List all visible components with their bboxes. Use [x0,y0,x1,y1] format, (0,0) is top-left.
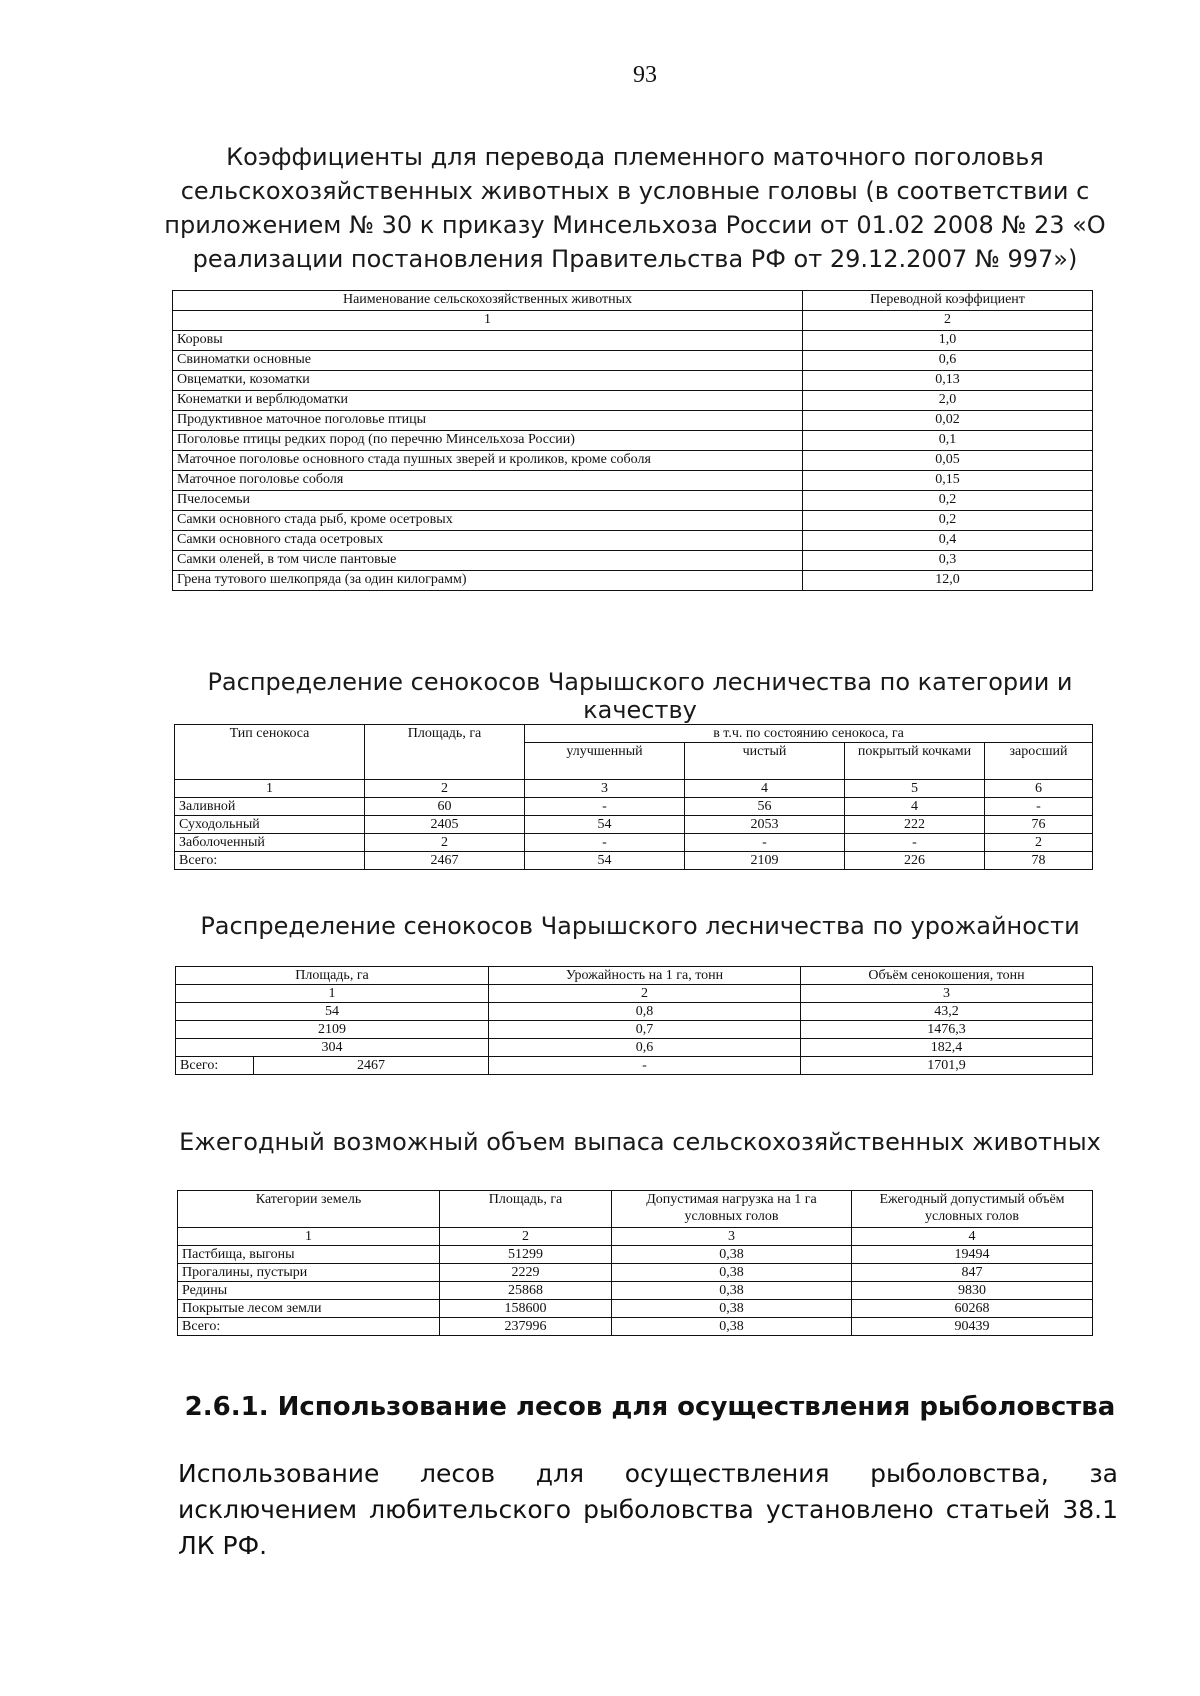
grazing-table [177,1190,1093,1336]
table-cell: - [985,798,1093,816]
animal-name: Самки оленей, в том числе пантовые [173,551,803,571]
table-row [178,1300,1093,1318]
table-cell: - [845,834,985,852]
table-cell: 226 [845,852,985,870]
column-header: Урожайность на 1 га, тонн [489,967,801,985]
table-cell: 54 [525,816,685,834]
column-number: 4 [685,780,845,798]
table-cell: 4 [845,798,985,816]
table-header-row [176,967,1093,985]
table-cell: 25868 [440,1282,612,1300]
table-cell: Всего: [176,1057,254,1075]
column-number: 2 [803,311,1093,331]
table-cell: 2109 [176,1021,489,1039]
table-cell: 1701,9 [801,1057,1093,1075]
animal-name: Конематки и верблюдоматки [173,391,803,411]
table-row [173,511,1093,531]
hay-category-table [174,724,1093,870]
column-number: 1 [176,985,489,1003]
table-row [173,331,1093,351]
table-row [176,1039,1093,1057]
column-header: Площадь, га [176,967,489,985]
table-cell: 90439 [852,1318,1093,1336]
animal-name: Пчелосемьи [173,491,803,511]
table-row [175,834,1093,852]
table-row [173,431,1093,451]
animal-name: Свиноматки основные [173,351,803,371]
table-cell: 0,38 [612,1318,852,1336]
table-cell: Всего: [178,1318,440,1336]
column-number-row [175,780,1093,798]
table-cell: Покрытые лесом земли [178,1300,440,1318]
section-heading: 2.6.1. Использование лесов для осуществления рыболовства [184,1392,1116,1422]
coefficients-table [172,290,1093,591]
table-cell: 158600 [440,1300,612,1318]
column-number: 4 [852,1228,1093,1246]
column-number: 1 [173,311,803,331]
table-cell: Заболоченный [175,834,365,852]
table-cell: 60 [365,798,525,816]
animal-name: Грена тутового шелкопряда (за один килограмм) [173,571,803,591]
table-row [175,798,1093,816]
animal-name: Маточное поголовье основного стада пушных зверей и кроликов, кроме соболя [173,451,803,471]
table-cell: 2 [365,834,525,852]
coefficient-value: 12,0 [803,571,1093,591]
table-row [173,411,1093,431]
table-cell: 0,38 [612,1282,852,1300]
table-cell: 19494 [852,1246,1093,1264]
coefficient-value: 0,1 [803,431,1093,451]
column-number-row [176,985,1093,1003]
column-header: Ежегодный допустимый объём условных голов [852,1191,1093,1228]
column-header: заросший [985,743,1093,780]
column-number: 1 [175,780,365,798]
table-cell: - [489,1057,801,1075]
column-header: Площадь, га [440,1191,612,1228]
coefficient-value: 1,0 [803,331,1093,351]
column-number: 3 [612,1228,852,1246]
section-paragraph: Использование лесов для осуществления рыболовства, за исключением любительского рыболовства установлено статьей 38.1 ЛК РФ. [178,1459,1118,1560]
table-cell: 54 [176,1003,489,1021]
coefficient-value: 2,0 [803,391,1093,411]
table-cell: 222 [845,816,985,834]
table-cell: 0,6 [489,1039,801,1057]
table-cell: 0,8 [489,1003,801,1021]
column-number: 3 [525,780,685,798]
table-header-row [178,1191,1093,1228]
table-row [178,1264,1093,1282]
coefficient-value: 0,15 [803,471,1093,491]
animal-name: Маточное поголовье соболя [173,471,803,491]
table-row [178,1246,1093,1264]
column-header: Категории земель [178,1191,440,1228]
table-cell: Суходольный [175,816,365,834]
column-header: улучшенный [525,743,685,780]
table-cell: 2 [985,834,1093,852]
table-total-row [175,852,1093,870]
table-row [173,531,1093,551]
table-cell: 2405 [365,816,525,834]
animal-name: Самки основного стада рыб, кроме осетровых [173,511,803,531]
table-cell: 0,38 [612,1264,852,1282]
table-cell: 60268 [852,1300,1093,1318]
table-cell: - [525,834,685,852]
column-number: 2 [489,985,801,1003]
hay-yield-table [175,966,1093,1075]
table-row [173,451,1093,471]
table-cell: 2053 [685,816,845,834]
column-number: 1 [178,1228,440,1246]
coefficient-value: 0,05 [803,451,1093,471]
coefficient-value: 0,6 [803,351,1093,371]
column-header: покрытый кочками [845,743,985,780]
table-cell: 56 [685,798,845,816]
table-total-row [178,1318,1093,1336]
table-cell: - [685,834,845,852]
table-cell: 304 [176,1039,489,1057]
table-cell: 2467 [365,852,525,870]
page-number: 93 [633,62,657,88]
table-row [178,1282,1093,1300]
table-row [173,371,1093,391]
table-row [175,816,1093,834]
coefficient-value: 0,4 [803,531,1093,551]
animal-name: Коровы [173,331,803,351]
table-cell: 9830 [852,1282,1093,1300]
column-number-row [178,1228,1093,1246]
animal-name: Поголовье птицы редких пород (по перечню Минсельхоза России) [173,431,803,451]
column-header: Объём сенокошения, тонн [801,967,1093,985]
table-cell: 51299 [440,1246,612,1264]
table-cell: 182,4 [801,1039,1093,1057]
table-row [173,571,1093,591]
table-cell: 2467 [254,1057,489,1075]
coefficient-value: 0,2 [803,491,1093,511]
column-number-row [173,311,1093,331]
animal-name: Овцематки, козоматки [173,371,803,391]
animal-name: Самки основного стада осетровых [173,531,803,551]
column-number: 2 [440,1228,612,1246]
table-row [173,551,1093,571]
table-cell: 0,38 [612,1300,852,1318]
table-cell: Всего: [175,852,365,870]
table-cell: 43,2 [801,1003,1093,1021]
table-cell: 2109 [685,852,845,870]
coefficients-title: Коэффициенты для перевода племенного маточного поголовья сельскохозяйственных животных в условные головы (в соответствии с приложением № 30 к приказу Минсельхоза России от 01.02 2008 № 23 «О реализации постановления Правительства РФ от 29.12.2007 № 997») [164,143,1106,273]
column-group-header: в т.ч. по состоянию сенокоса, га [525,725,1093,743]
table-row [176,1003,1093,1021]
table-row [173,351,1093,371]
coefficient-value: 0,13 [803,371,1093,391]
column-header: Допустимая нагрузка на 1 га условных голов [612,1191,852,1228]
hay-category-title: Распределение сенокосов Чарышского лесничества по категории и качеству [207,668,1073,724]
animal-name: Продуктивное маточное поголовье птицы [173,411,803,431]
table-row [173,391,1093,411]
column-number: 5 [845,780,985,798]
table-cell: 237996 [440,1318,612,1336]
table-cell: - [525,798,685,816]
coefficient-value: 0,3 [803,551,1093,571]
column-header: чистый [685,743,845,780]
coefficient-value: 0,02 [803,411,1093,431]
table-cell: Редины [178,1282,440,1300]
table-row [173,471,1093,491]
table-cell: 0,7 [489,1021,801,1039]
column-header: Наименование сельскохозяйственных животных [173,291,803,311]
table-cell: 847 [852,1264,1093,1282]
column-number: 6 [985,780,1093,798]
table-cell: Прогалины, пустыри [178,1264,440,1282]
table-header-row [175,725,1093,743]
column-header: Тип сенокоса [175,725,365,780]
table-cell: 76 [985,816,1093,834]
grazing-title: Ежегодный возможный объем выпаса сельскохозяйственных животных [179,1128,1101,1156]
table-cell: Пастбища, выгоны [178,1246,440,1264]
column-number: 2 [365,780,525,798]
coefficient-value: 0,2 [803,511,1093,531]
table-cell: 0,38 [612,1246,852,1264]
table-row [176,1021,1093,1039]
table-header-row [173,291,1093,311]
table-cell: 78 [985,852,1093,870]
table-cell: 1476,3 [801,1021,1093,1039]
table-cell: 54 [525,852,685,870]
column-header: Переводной коэффициент [803,291,1093,311]
table-cell: 2229 [440,1264,612,1282]
table-cell: Заливной [175,798,365,816]
table-total-row [176,1057,1093,1075]
column-number: 3 [801,985,1093,1003]
table-row [173,491,1093,511]
column-header: Площадь, га [365,725,525,780]
hay-yield-title: Распределение сенокосов Чарышского лесничества по урожайности [200,912,1080,940]
